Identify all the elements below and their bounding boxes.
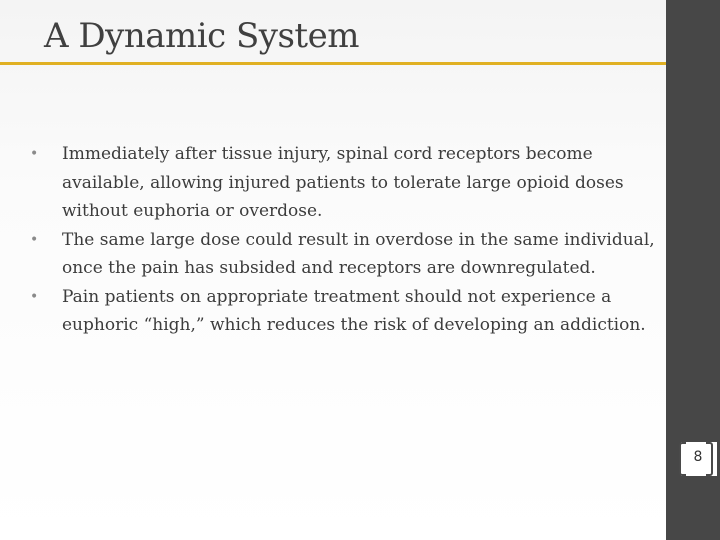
title-underline-rule — [0, 62, 720, 65]
bullet-item — [30, 283, 660, 340]
bullet-marker: • — [30, 288, 39, 305]
bullet-item — [30, 140, 660, 226]
page-number: 8 — [693, 449, 703, 465]
bullet-marker: • — [30, 146, 39, 162]
bullet-text: Pain patients on appropriate treatment should not experience a euphoric “high,” which reduces the risk of developing an addiction. — [62, 286, 646, 335]
bullet-list — [30, 140, 660, 340]
bullet-text: The same large dose could result in overdose in the same individual, once the pain has subsided and receptors are downregulated. — [62, 229, 655, 278]
bullet-text: Immediately after tissue injury, spinal cord receptors become available, allowing injured patients to tolerate large opioid doses without euphoria or overdose. — [62, 144, 624, 221]
bullet-item — [30, 226, 660, 283]
slide-title: A Dynamic System — [44, 16, 359, 56]
bullet-marker: • — [30, 231, 39, 248]
